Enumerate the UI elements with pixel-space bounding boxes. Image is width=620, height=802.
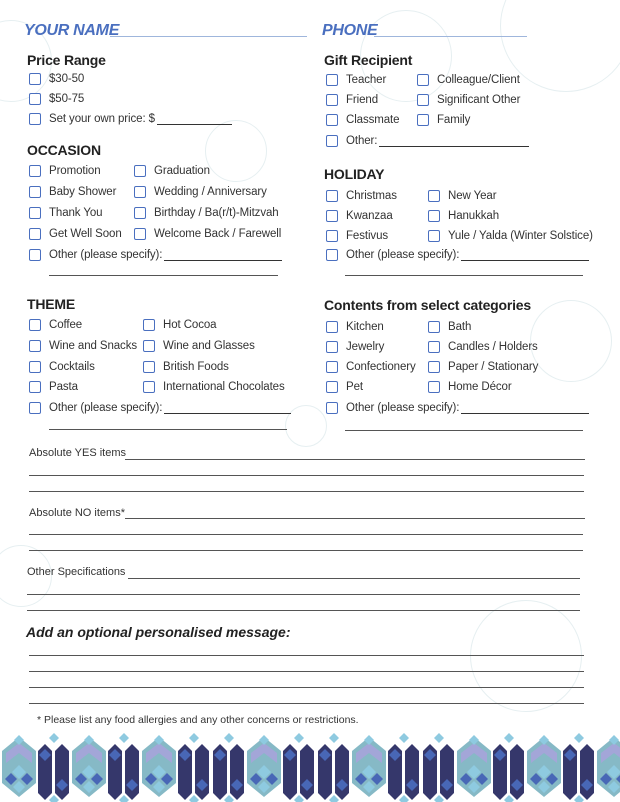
checkbox[interactable]	[29, 340, 41, 352]
contents-other-field[interactable]	[461, 403, 589, 414]
checkbox[interactable]	[143, 381, 155, 393]
phone-label: PHONE	[322, 22, 378, 39]
occasion-other-line-2[interactable]	[49, 275, 278, 276]
message-line-3[interactable]	[29, 687, 584, 688]
checkbox[interactable]	[428, 230, 440, 242]
snowflake-decoration	[470, 600, 582, 712]
checkbox[interactable]	[417, 114, 429, 126]
checkbox[interactable]	[428, 381, 440, 393]
occasion-other-field[interactable]	[164, 250, 282, 261]
checkbox[interactable]	[143, 340, 155, 352]
recipient-other-field[interactable]	[379, 136, 529, 147]
checkbox[interactable]	[428, 321, 440, 333]
occasion-option[interactable]: Graduation	[134, 165, 210, 177]
checkbox[interactable]	[134, 186, 146, 198]
your-name-label: YOUR NAME	[24, 22, 120, 39]
contents-option[interactable]: Home Décor	[428, 381, 512, 393]
checkbox[interactable]	[417, 94, 429, 106]
theme-option[interactable]: Cocktails	[29, 361, 95, 373]
holiday-option[interactable]: Yule / Yalda (Winter Solstice)	[428, 230, 593, 242]
occasion-option[interactable]: Wedding / Anniversary	[134, 186, 267, 198]
contents-other-line-2[interactable]	[345, 430, 583, 431]
recipient-option[interactable]: Colleague/Client	[417, 74, 520, 86]
theme-option[interactable]: Hot Cocoa	[143, 319, 216, 331]
other-specs-label: Other Specifications	[27, 566, 126, 578]
contents-option[interactable]: Kitchen	[326, 321, 384, 333]
contents-option[interactable]: Confectionery	[326, 361, 416, 373]
holiday-option-other[interactable]: Other (please specify):	[326, 249, 589, 261]
contents-option[interactable]: Jewelry	[326, 341, 384, 353]
footnote: * Please list any food allergies and any other concerns or restrictions.	[37, 714, 359, 726]
checkbox[interactable]	[326, 381, 338, 393]
checkbox[interactable]	[417, 74, 429, 86]
theme-option-other[interactable]: Other (please specify):	[29, 402, 291, 414]
checkbox[interactable]	[326, 230, 338, 242]
theme-title: THEME	[27, 296, 76, 312]
contents-option[interactable]: Candles / Holders	[428, 341, 538, 353]
theme-option[interactable]: Wine and Glasses	[143, 340, 255, 352]
holiday-option[interactable]: New Year	[428, 190, 496, 202]
theme-other-field[interactable]	[164, 403, 291, 414]
other-specs-line-2[interactable]	[27, 594, 580, 595]
occasion-option[interactable]: Welcome Back / Farewell	[134, 228, 281, 240]
gift-recipient-title: Gift Recipient	[324, 52, 413, 68]
price-range-title: Price Range	[27, 52, 106, 68]
checkbox[interactable]	[29, 361, 41, 373]
message-title: Add an optional personalised message:	[26, 624, 291, 640]
decorative-border	[0, 733, 620, 802]
no-items-label: Absolute NO items*	[29, 507, 125, 519]
yes-items-line-2[interactable]	[29, 475, 584, 476]
recipient-option[interactable]: Significant Other	[417, 94, 520, 106]
occasion-title: OCCASION	[27, 142, 101, 158]
checkbox[interactable]	[134, 207, 146, 219]
theme-option[interactable]: International Chocolates	[143, 381, 285, 393]
holiday-option[interactable]: Hanukkah	[428, 210, 499, 222]
theme-option[interactable]: Coffee	[29, 319, 82, 331]
contents-option-other[interactable]: Other (please specify):	[326, 402, 589, 414]
recipient-option[interactable]: Classmate	[326, 114, 399, 126]
checkbox[interactable]	[428, 190, 440, 202]
occasion-option[interactable]: Promotion	[29, 165, 101, 177]
checkbox[interactable]	[134, 165, 146, 177]
checkbox[interactable]	[29, 73, 41, 85]
other-specs-line-3[interactable]	[27, 610, 580, 611]
contents-option[interactable]: Paper / Stationary	[428, 361, 538, 373]
recipient-option[interactable]: Friend	[326, 94, 378, 106]
holiday-other-line-2[interactable]	[345, 275, 583, 276]
price-option-custom[interactable]: Set your own price: $	[29, 113, 232, 125]
holiday-title: HOLIDAY	[324, 166, 385, 182]
holiday-option[interactable]: Festivus	[326, 230, 388, 242]
recipient-option-other[interactable]: Other:	[326, 135, 529, 147]
checkbox[interactable]	[29, 402, 41, 414]
yes-items-label: Absolute YES items	[29, 447, 127, 459]
recipient-option[interactable]: Teacher	[326, 74, 386, 86]
snowflake-decoration	[205, 120, 267, 182]
checkbox[interactable]	[29, 228, 41, 240]
checkbox[interactable]	[326, 361, 338, 373]
occasion-option-other[interactable]: Other (please specify):	[29, 249, 282, 261]
custom-price-field[interactable]	[157, 114, 232, 125]
holiday-other-field[interactable]	[461, 250, 589, 261]
theme-option[interactable]: British Foods	[143, 361, 229, 373]
no-items-line-1[interactable]	[125, 518, 585, 519]
checkbox[interactable]	[29, 186, 41, 198]
checkbox[interactable]	[326, 210, 338, 222]
occasion-option[interactable]: Birthday / Ba(r/t)-Mitzvah	[134, 207, 279, 219]
message-line-1[interactable]	[29, 655, 584, 656]
checkbox[interactable]	[326, 135, 338, 147]
contents-option[interactable]: Pet	[326, 381, 363, 393]
checkbox[interactable]	[428, 341, 440, 353]
checkbox[interactable]	[326, 341, 338, 353]
holiday-option[interactable]: Kwanzaa	[326, 210, 393, 222]
checkbox[interactable]	[29, 207, 41, 219]
checkbox[interactable]	[428, 210, 440, 222]
checkbox[interactable]	[326, 94, 338, 106]
checkbox[interactable]	[29, 249, 41, 261]
holiday-option[interactable]: Christmas	[326, 190, 397, 202]
no-items-line-2[interactable]	[29, 534, 583, 535]
snowflake-decoration	[530, 300, 612, 382]
yes-items-line-3[interactable]	[29, 491, 584, 492]
checkbox[interactable]	[326, 190, 338, 202]
phone-field[interactable]	[374, 36, 527, 37]
message-line-2[interactable]	[29, 671, 584, 672]
checkbox[interactable]	[29, 165, 41, 177]
no-items-line-3[interactable]	[29, 550, 583, 551]
checkbox[interactable]	[143, 319, 155, 331]
checkbox[interactable]	[326, 114, 338, 126]
theme-option[interactable]: Pasta	[29, 381, 78, 393]
other-specs-line-1[interactable]	[128, 578, 580, 579]
checkbox[interactable]	[326, 321, 338, 333]
price-option[interactable]: $50-75	[29, 93, 84, 105]
checkbox[interactable]	[326, 402, 338, 414]
occasion-option[interactable]: Baby Shower	[29, 186, 116, 198]
theme-option[interactable]: Wine and Snacks	[29, 340, 137, 352]
checkbox[interactable]	[29, 93, 41, 105]
checkbox[interactable]	[134, 228, 146, 240]
checkbox[interactable]	[428, 361, 440, 373]
occasion-option[interactable]: Thank You	[29, 207, 102, 219]
contents-option[interactable]: Bath	[428, 321, 471, 333]
price-option[interactable]: $30-50	[29, 73, 84, 85]
checkbox[interactable]	[326, 74, 338, 86]
message-line-4[interactable]	[29, 703, 584, 704]
your-name-field[interactable]	[110, 36, 307, 37]
geometric-pattern-icon	[0, 733, 620, 802]
theme-other-line-2[interactable]	[49, 429, 287, 430]
contents-title: Contents from select categories	[324, 297, 531, 313]
checkbox[interactable]	[326, 249, 338, 261]
checkbox[interactable]	[29, 381, 41, 393]
checkbox[interactable]	[29, 113, 41, 125]
checkbox[interactable]	[143, 361, 155, 373]
yes-items-line-1[interactable]	[125, 459, 585, 460]
occasion-option[interactable]: Get Well Soon	[29, 228, 122, 240]
checkbox[interactable]	[29, 319, 41, 331]
recipient-option[interactable]: Family	[417, 114, 470, 126]
